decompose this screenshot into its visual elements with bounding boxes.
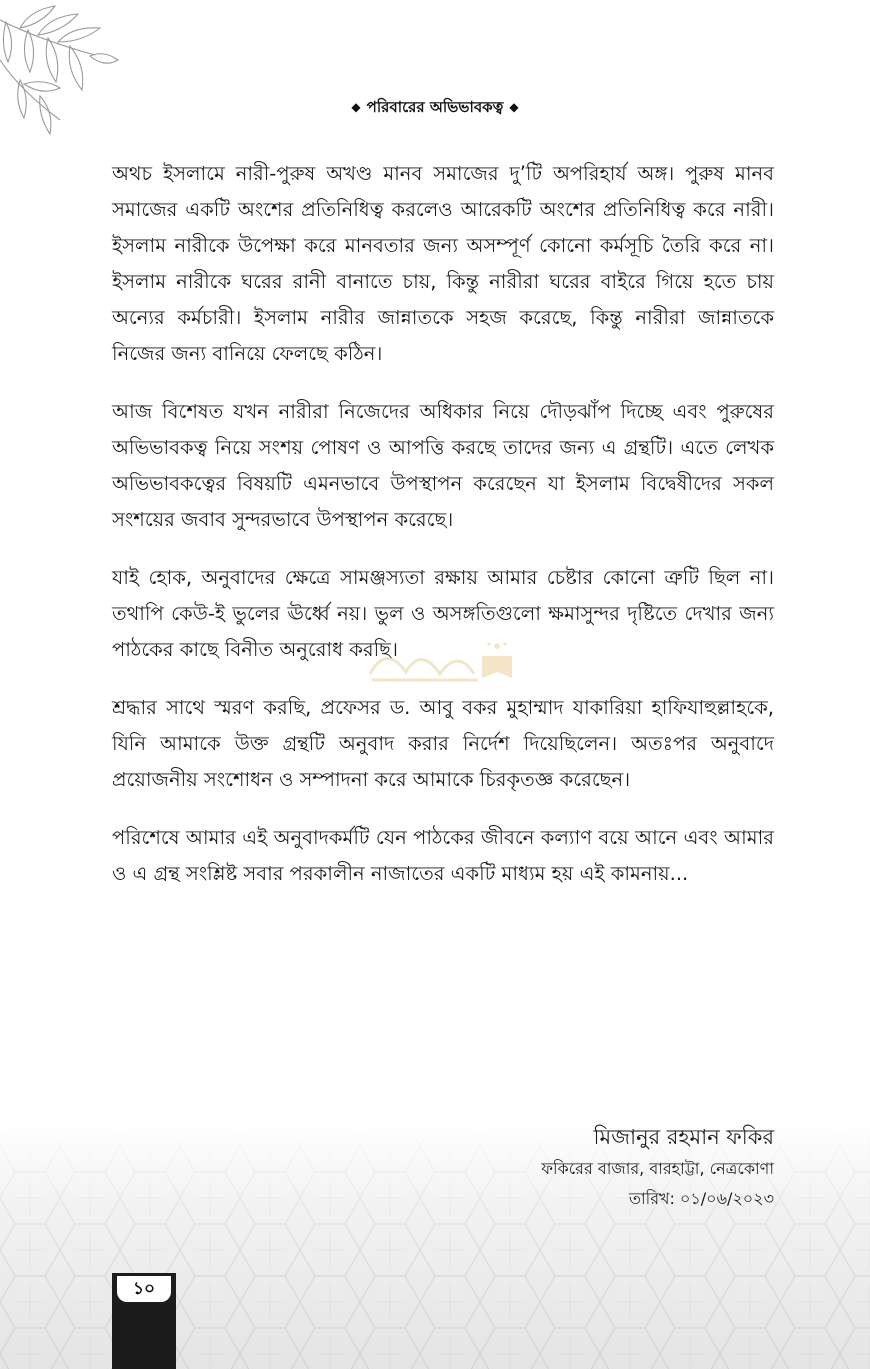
- paragraph: আজ বিশেষত যখন নারীরা নিজেদের অধিকার নিয়ে দৌড়ঝাঁপ দিচ্ছে এবং পুরুষের অভিভাবকত্ব নিয়ে সংশয় পোষণ ও আপত্তি করছে তাদের জন্য এ গ্রন্থটি। এতে লেখক অভিভাবকত্বের বিষয়টি এমনভাবে উপস্থাপন করেছেন যা ইসলাম বিদ্বেষীদের সকল সংশয়ের জবাব সুন্দরভাবে উপস্থাপন করেছে।: [112, 400, 774, 531]
- running-title: পরিবারের অভিভাবকত্ব: [366, 98, 504, 116]
- body-text: [112, 156, 774, 914]
- diamond-icon: ◆: [351, 100, 361, 114]
- paragraph: যাই হোক, অনুবাদের ক্ষেত্রে সামঞ্জস্যতা রক্ষায় আমার চেষ্টার কোনো ত্রুটি ছিল না। তথাপি কেউ-ই ভুলের ঊর্ধ্বে নয়। ভুল ও অসঙ্গতিগুলো ক্ষমাসুন্দর দৃষ্টিতে দেখার জন্য পাঠকের কাছে বিনীত অনুরোধ করছি।: [112, 566, 774, 661]
- watermark-logo-icon: [366, 634, 516, 694]
- translator-address: ফকিরের বাজার, বারহাট্টা, নেত্রকোণা: [541, 1159, 774, 1178]
- signature-date: তারিখ: ০১/০৬/২০২৩: [629, 1189, 774, 1208]
- paragraph: শ্রদ্ধার সাথে স্মরণ করছি, প্রফেসর ড. আবু বকর মুহাম্মাদ যাকারিয়া হাফিযাহুল্লাহকে, যিনি আমাকে উক্ত গ্রন্থটি অনুবাদ করার নির্দেশ দিয়েছিলেন। অতঃপর অনুবাদে প্রয়োজনীয় সংশোধন ও সম্পাদনা করে আমাকে চিরকৃতজ্ঞ করেছেন।: [112, 696, 774, 791]
- translator-name: মিজানুর রহমান ফকির: [593, 1125, 774, 1149]
- paragraph: অথচ ইসলামে নারী-পুরুষ অখণ্ড মানব সমাজের দু’টি অপরিহার্য অঙ্গ। পুরুষ মানব সমাজের একটি অংশের প্রতিনিধিত্ব করলেও আরেকটি অংশের প্রতিনিধিত্ব করে নারী। ইসলাম নারীকে উপেক্ষা করে মানবতার জন্য অসম্পূর্ণ কোনো কর্মসূচি তৈরি করে না। ইসলাম নারীকে ঘরের রানী বানাতে চায়, কিন্তু নারীরা ঘরের বাইরে গিয়ে হতে চায় অন্যের কর্মচারী। ইসলাম নারীর জান্নাতকে সহজ করেছে, কিন্তু নারীরা জান্নাতকে নিজের জন্য বানিয়ে ফেলছে কঠিন।: [112, 162, 774, 365]
- page-number: ১০: [117, 1276, 171, 1302]
- diamond-icon: ◆: [509, 100, 519, 114]
- signature-block: [541, 1120, 774, 1214]
- paragraph: পরিশেষে আমার এই অনুবাদকর্মটি যেন পাঠকের জীবনে কল্যাণ বয়ে আনে এবং আমার ও এ গ্রন্থ সংশ্লিষ্ট সবার পরকালীন নাজাতের একটি মাধ্যম হয় এই কামনায়...: [112, 826, 774, 885]
- running-header: [0, 96, 870, 121]
